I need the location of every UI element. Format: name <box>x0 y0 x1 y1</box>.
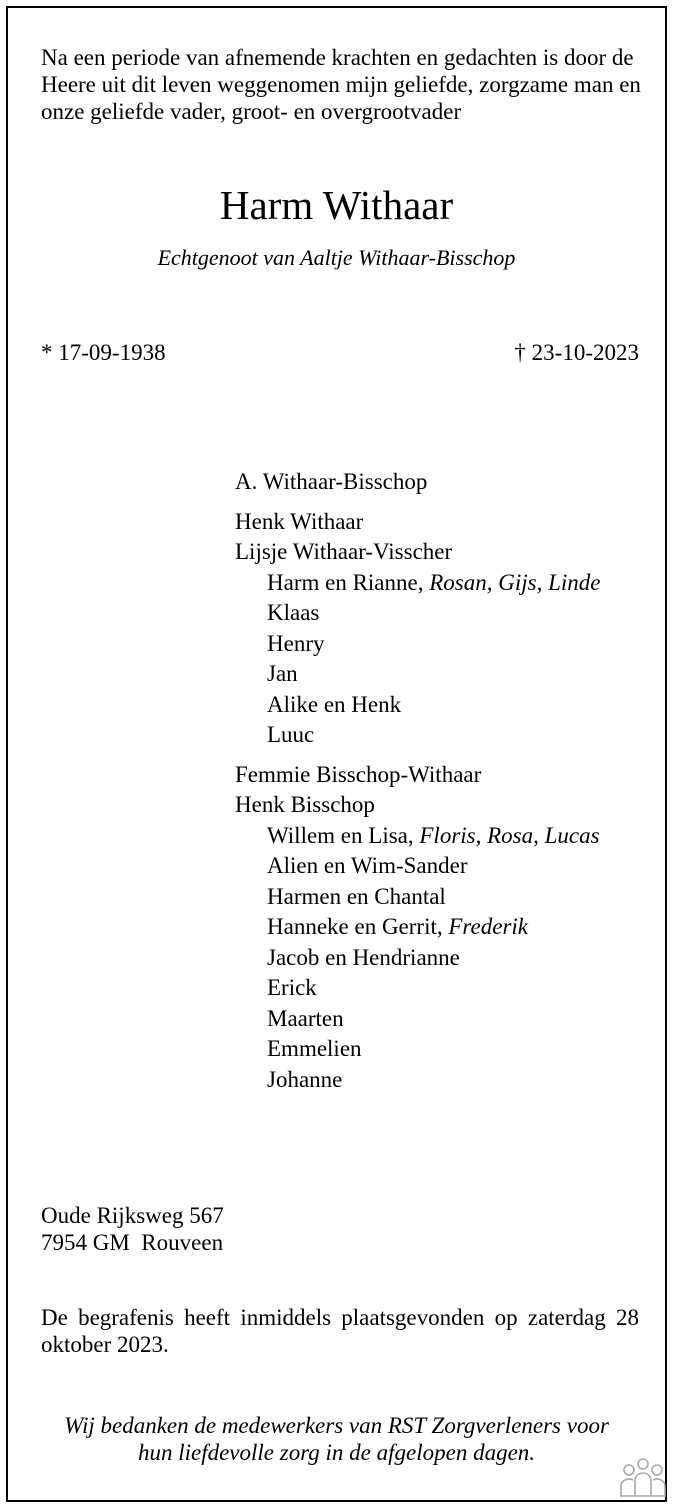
family-list <box>235 467 655 1104</box>
grandchild-name: Alien en Wim-Sander <box>267 853 468 878</box>
family-spouse: A. Withaar-Bisschop <box>235 469 428 494</box>
grandchild-name: Jacob en Hendrianne <box>267 944 460 970</box>
grandchild-line <box>235 851 655 882</box>
address-city: 7954 GM Rouveen <box>41 1230 224 1255</box>
grandchild-name: Klaas <box>267 600 320 625</box>
address-street: Oude Rijksweg 567 <box>41 1203 224 1228</box>
grandchild-line <box>235 690 655 721</box>
thanks-note <box>8 1412 665 1466</box>
grandchild-line <box>235 1034 655 1065</box>
grandchild-line <box>235 821 655 852</box>
grandchild-line <box>235 659 655 690</box>
spouse-line: Echtgenoot van Aaltje Withaar-Bisschop <box>157 245 516 270</box>
grandchild-name: Hanneke en Gerrit, <box>267 914 443 939</box>
grandchild-name: Harm en Rianne, <box>267 569 424 595</box>
address-block <box>41 1202 224 1256</box>
grandchild-name: Harmen en Chantal <box>267 883 446 909</box>
grandchild-name: Jan <box>267 661 298 686</box>
grandchild-line <box>235 720 655 751</box>
grandchild-name: Johanne <box>267 1066 343 1092</box>
grandchild-name: Erick <box>267 975 317 1000</box>
grandchild-line <box>235 598 655 629</box>
birth-date: * 17-09-1938 <box>41 340 166 365</box>
grandchild-line <box>235 568 655 599</box>
grandchild-name: Henry <box>267 630 325 656</box>
funeral-note: De begrafenis heeft inmiddels plaatsgevonden op zaterdag 28 oktober 2023. <box>41 1305 639 1357</box>
family-parent: Lijsje Withaar-Visscher <box>235 539 453 564</box>
grandchild-name: Alike en Henk <box>267 691 402 717</box>
grandchild-line <box>235 1004 655 1035</box>
death-notice <box>6 6 667 1502</box>
grandchild-line <box>235 912 655 943</box>
grandchild-name: Luuc <box>267 722 315 747</box>
grandchild-line <box>235 629 655 660</box>
grandchild-line <box>235 973 655 1004</box>
family-child-group-1 <box>235 507 655 751</box>
grandchild-name: Willem en Lisa, <box>267 822 414 848</box>
great-grandchildren: Frederik <box>448 914 528 939</box>
thanks-line-2: hun liefdevolle zorg in de afgelopen dagen. <box>137 1440 536 1465</box>
grandchild-line <box>235 943 655 974</box>
death-date: † 23-10-2023 <box>514 340 639 365</box>
family-spouse-group <box>235 467 655 498</box>
people-group-icon <box>618 1456 668 1500</box>
deceased-name: Harm Withaar <box>219 182 454 228</box>
thanks-line-1: Wij bedanken de medewerkers van RST Zorgverleners voor <box>64 1413 609 1438</box>
grandchild-name: Emmelien <box>267 1036 362 1061</box>
great-grandchildren: Floris, Rosa, Lucas <box>419 822 600 848</box>
grandchild-name: Maarten <box>267 1005 344 1031</box>
grandchild-line <box>235 882 655 913</box>
intro-text: Na een periode van afnemende krachten en gedachten is door de Heere uit dit leven weggenomen mijn geliefde, zorgzame man en onze geliefde vader, groot- en overgrootvader <box>41 45 641 124</box>
family-child-group-2 <box>235 760 655 1096</box>
great-grandchildren: Rosan, Gijs, Linde <box>429 569 601 595</box>
family-parent: Henk Withaar <box>235 508 364 534</box>
family-parent: Femmie Bisschop-Withaar <box>235 761 482 787</box>
grandchild-line <box>235 1065 655 1096</box>
family-parent: Henk Bisschop <box>235 792 375 817</box>
